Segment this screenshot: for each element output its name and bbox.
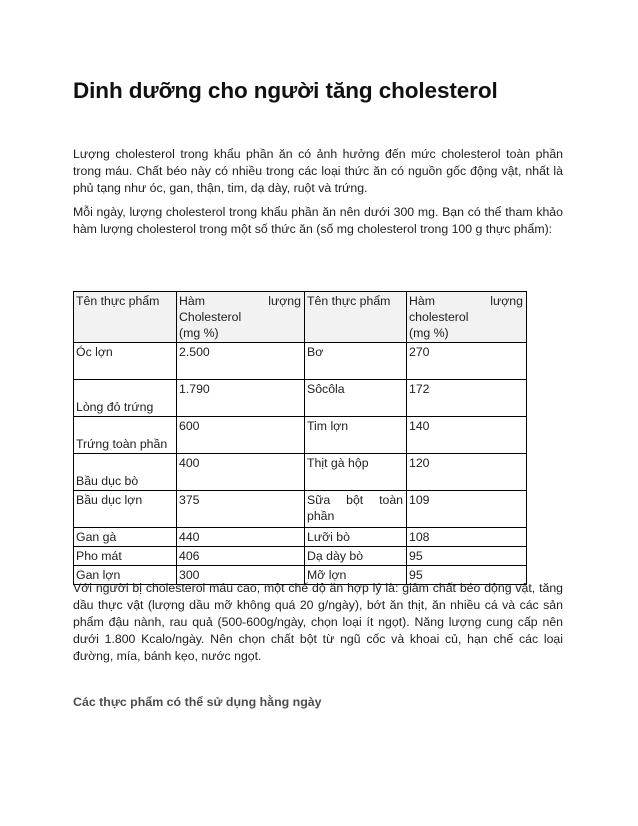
cholesterol-value-cell: 375 [177, 491, 305, 528]
table-row [74, 417, 527, 454]
food-name-cell: Thịt gà hộp [305, 454, 407, 491]
food-name-cell: Lòng đỏ trứng [74, 380, 177, 417]
cholesterol-value-cell: 400 [177, 454, 305, 491]
cholesterol-value-cell: 172 [407, 380, 527, 417]
table-row [74, 528, 527, 547]
cholesterol-value-cell: 270 [407, 343, 527, 380]
food-name-cell: Trứng toàn phần [74, 417, 177, 454]
daily-limit-paragraph: Mỗi ngày, lượng cholesterol trong khẩu phần ăn nên dưới 300 mg. Bạn có thể tham khảo hàm lượng cholesterol trong một số thức ăn (số mg cholesterol trong 100 g thực phẩm): [73, 205, 563, 236]
food-name-cell: Bầu dục lợn [74, 491, 177, 528]
food-name-cell: Tim lợn [305, 417, 407, 454]
food-name-cell: Gan lợn [74, 566, 177, 585]
table-row [74, 380, 527, 417]
food-name-cell: Sôcôla [305, 380, 407, 417]
cholesterol-value-cell: 1.790 [177, 380, 305, 417]
food-name-cell: Mỡ lợn [305, 566, 407, 585]
food-name-cell: Gan gà [74, 528, 177, 547]
cholesterol-value-cell: 95 [407, 547, 527, 566]
cholesterol-value-cell: 140 [407, 417, 527, 454]
table-row [74, 491, 527, 528]
cholesterol-table [73, 291, 527, 585]
cholesterol-value-cell: 120 [407, 454, 527, 491]
header-food-name-1: Tên thực phẩm [74, 292, 177, 343]
cholesterol-value-cell: 600 [177, 417, 305, 454]
cholesterol-value-cell: 406 [177, 547, 305, 566]
table-header-row [74, 292, 527, 343]
diet-advice-paragraph: Với người bị cholesterol máu cao, một chế độ ăn hợp lý là: giảm chất béo động vật, tăng dầu thực vật (lượng dầu mỡ không quá 20 g/ngày), bớt ăn thịt, ăn nhiều cá và các sản phẩm đậu nành, rau quả (500-600g/ngày, chọn loại ít ngọt). Năng lượng cung cấp nên dưới 1.800 Kcalo/ngày. Nên chọn chất bột từ ngũ cốc và khoai củ, hạn chế các loại đường, mía, bánh kẹo, nước ngọt. [73, 581, 563, 663]
table-row [74, 343, 527, 380]
cholesterol-value-cell: 300 [177, 566, 305, 585]
cholesterol-value-cell: 95 [407, 566, 527, 585]
food-name-cell: Sữa bột toàn phần [305, 491, 407, 528]
cholesterol-value-cell: 108 [407, 528, 527, 547]
header-food-name-2: Tên thực phẩm [305, 292, 407, 343]
table-row [74, 547, 527, 566]
cholesterol-value-cell: 109 [407, 491, 527, 528]
cholesterol-value-cell: 440 [177, 528, 305, 547]
food-name-cell: Bơ [305, 343, 407, 380]
intro-paragraph: Lượng cholesterol trong khẩu phần ăn có ảnh hưởng đến mức cholesterol toàn phần trong máu. Chất béo này có nhiều trong các loại thức ăn có nguồn gốc động vật, nhất là phủ tạng như óc, gan, thận, tim, dạ dày, ruột và trứng. [73, 147, 563, 195]
section-subheading: Các thực phẩm có thể sử dụng hằng ngày [73, 695, 322, 709]
document-title: Dinh dưỡng cho người tăng cholesterol [73, 78, 498, 103]
table-row [74, 454, 527, 491]
food-name-cell: Dạ dày bò [305, 547, 407, 566]
food-name-cell: Óc lợn [74, 343, 177, 380]
header-cholesterol-amount-1: Hàm lượng Cholesterol (mg %) [177, 292, 305, 343]
food-name-cell: Lưỡi bò [305, 528, 407, 547]
food-name-cell: Bầu dục bò [74, 454, 177, 491]
cholesterol-value-cell: 2.500 [177, 343, 305, 380]
header-cholesterol-amount-2: Hàm lượng cholesterol (mg %) [407, 292, 527, 343]
food-name-cell: Pho mát [74, 547, 177, 566]
